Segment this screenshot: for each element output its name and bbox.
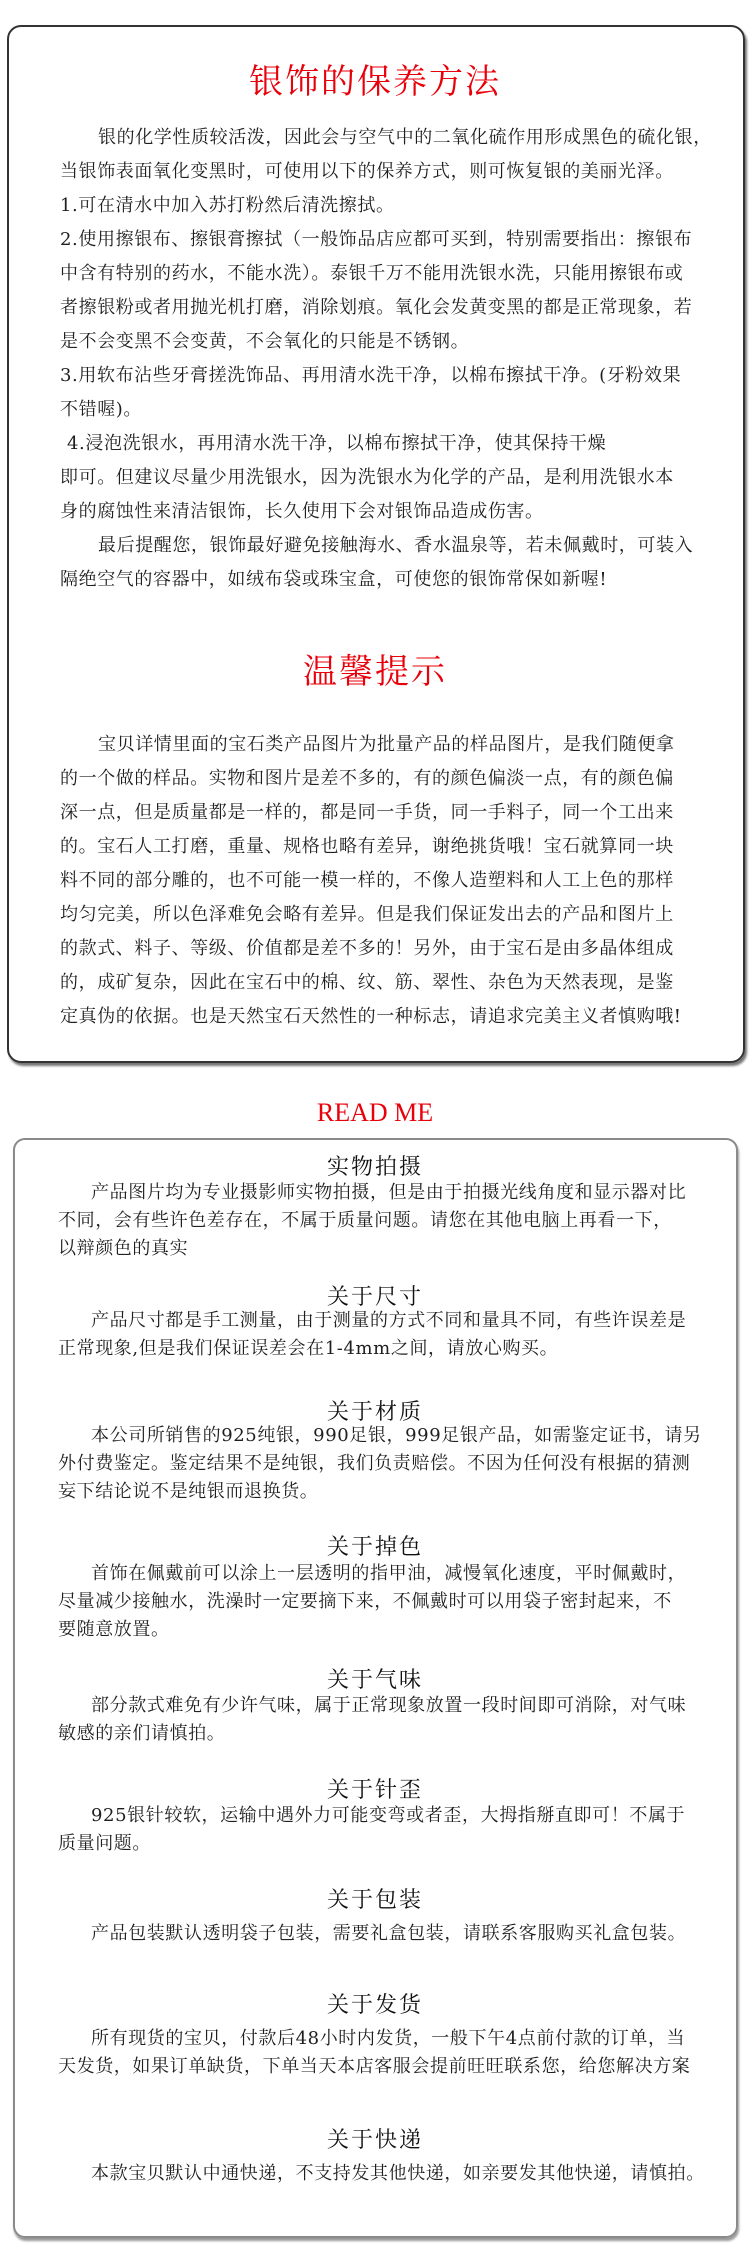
text-line: 所有现货的宝贝，付款后48小时内发货，一般下午4点前付款的订单，当 (91, 2028, 686, 2049)
text-line: 部分款式难免有少许气味，属于正常现象放置一段时间即可消除，对气味 (91, 1695, 687, 1716)
text-line: 者擦银粉或者用抛光机打磨，消除划痕。氧化会发黄变黑的都是正常现象，若 (60, 297, 693, 318)
text-line: 均匀完美，所以色泽难免会略有差异。但是我们保证发出去的产品和图片上 (60, 904, 674, 925)
text-line: 隔绝空气的容器中，如绒布袋或珠宝盒，可使您的银饰常保如新喔! (60, 569, 608, 590)
section-heading: 关于快递 (326, 2128, 423, 2153)
text-line: 妄下结论说不是纯银而退换货。 (58, 1481, 319, 1502)
text-line: 不同，会有些许色差存在，不属于质量问题。请您在其他电脑上再看一下， (58, 1210, 672, 1231)
text-line: 925银针较软，运输中遇外力可能变弯或者歪，大拇指掰直即可！不属于 (91, 1805, 686, 1826)
text-line: 中含有特别的药水，不能水洗）。泰银千万不能用洗银水洗，只能用擦银布或 (60, 263, 684, 284)
text-line: 天发货，如果订单缺货，下单当天本店客服会提前旺旺联系您，给您解决方案 (58, 2056, 691, 2077)
text-line: 当银饰表面氧化变黑时，可使用以下的保养方式，则可恢复银的美丽光泽。 (60, 161, 674, 182)
section-heading: 实物拍摄 (326, 1155, 423, 1180)
section-heading: 关于针歪 (326, 1778, 423, 1803)
text-line: 深一点，但是质量都是一样的，都是同一手货，同一手料子，同一个工出来 (60, 802, 674, 823)
text-line: 外付费鉴定。鉴定结果不是纯银，我们负责赔偿。不因为任何没有根据的猜测 (58, 1453, 691, 1474)
section-heading: 关于掉色 (326, 1535, 423, 1560)
text-line: 产品包装默认透明袋子包装，需要礼盒包装，请联系客服购买礼盒包装。 (91, 1923, 687, 1944)
text-line: 最后提醒您，银饰最好避免接触海水、香水温泉等，若未佩戴时，可装入 (98, 535, 694, 556)
text-line: 以辩颜色的真实 (58, 1238, 189, 1259)
section-heading: 关于尺寸 (326, 1285, 423, 1310)
care-title: 银饰的保养方法 (249, 62, 501, 102)
section-heading: 关于气味 (326, 1668, 423, 1693)
text-line: 宝贝详情里面的宝石类产品图片为批量产品的样品图片，是我们随便拿 (98, 734, 675, 755)
text-line: 料不同的部分雕的，也不可能一模一样的，不像人造塑料和人工上色的那样 (60, 870, 674, 891)
text-line: 本公司所销售的925纯银，990足银，999足银产品，如需鉴定证书，请另 (91, 1425, 702, 1446)
text-line: 不错喔)。 (60, 399, 143, 420)
text-line: 身的腐蚀性来清洁银饰，长久使用下会对银饰品造成伤害。 (60, 501, 544, 522)
readme-title: READ ME (316, 1098, 434, 1127)
text-line: 尽量减少接触水，洗澡时一定要摘下来，不佩戴时可以用袋子密封起来，不 (58, 1591, 672, 1612)
text-line: 的一个做的样品。实物和图片是差不多的，有的颜色偏淡一点，有的颜色偏 (60, 768, 674, 789)
text-line: 质量问题。 (58, 1833, 151, 1854)
text-line: 的，成矿复杂，因此在宝石中的棉、纹、筋、翠性、杂色为天然表现，是鉴 (60, 972, 674, 993)
text-line: 定真伪的依据。也是天然宝石天然性的一种标志，请追求完美主义者慎购哦! (60, 1006, 682, 1027)
text-line: 的。宝石人工打磨，重量、规格也略有差异，谢绝挑货哦！宝石就算同一块 (60, 836, 674, 857)
text-line: 本款宝贝默认中通快递，不支持发其他快递，如亲要发其他快递，请慎拍。 (91, 2163, 705, 2184)
text-line: 1.可在清水中加入苏打粉然后清洗擦拭。 (60, 195, 395, 216)
text-line: 的款式、料子、等级、价值都是差不多的！另外，由于宝石是由多晶体组成 (60, 938, 674, 959)
text-line: 即可。但建议尽量少用洗银水，因为洗银水为化学的产品，是利用洗银水本 (60, 467, 674, 488)
text-line: 要随意放置。 (58, 1619, 170, 1640)
text-line: 敏感的亲们请慎拍。 (58, 1723, 226, 1744)
text-line: 首饰在佩戴前可以涂上一层透明的指甲油，减慢氧化速度，平时佩戴时， (91, 1563, 687, 1584)
text-line: 正常现象,但是我们保证误差会在1-4mm之间，请放心购买。 (58, 1338, 559, 1359)
section-heading: 关于包装 (326, 1888, 423, 1913)
section-heading: 关于材质 (326, 1400, 423, 1425)
text-line: 2.使用擦银布、擦银膏擦拭（一般饰品店应都可买到，特别需要指出：擦银布 (60, 229, 693, 250)
text-line: 是不会变黑不会变黄，不会氧化的只能是不锈钢。 (60, 331, 470, 352)
text-line: 银的化学性质较活泼，因此会与空气中的二氧化硫作用形成黑色的硫化银， (98, 127, 712, 148)
tips-title: 温馨提示 (303, 652, 447, 692)
text-line: 3.用软布沾些牙膏搓洗饰品、再用清水洗干净，以棉布擦拭干净。(牙粉效果 (60, 365, 682, 386)
section-heading: 关于发货 (326, 1993, 423, 2018)
text-line: 产品尺寸都是手工测量，由于测量的方式不同和量具不同，有些许误差是 (91, 1310, 687, 1331)
text-line: 产品图片均为专业摄影师实物拍摄，但是由于拍摄光线角度和显示器对比 (91, 1182, 687, 1203)
text-line: 4.浸泡洗银水，再用清水洗干净，以棉布擦拭干净，使其保持干燥 (67, 433, 607, 454)
